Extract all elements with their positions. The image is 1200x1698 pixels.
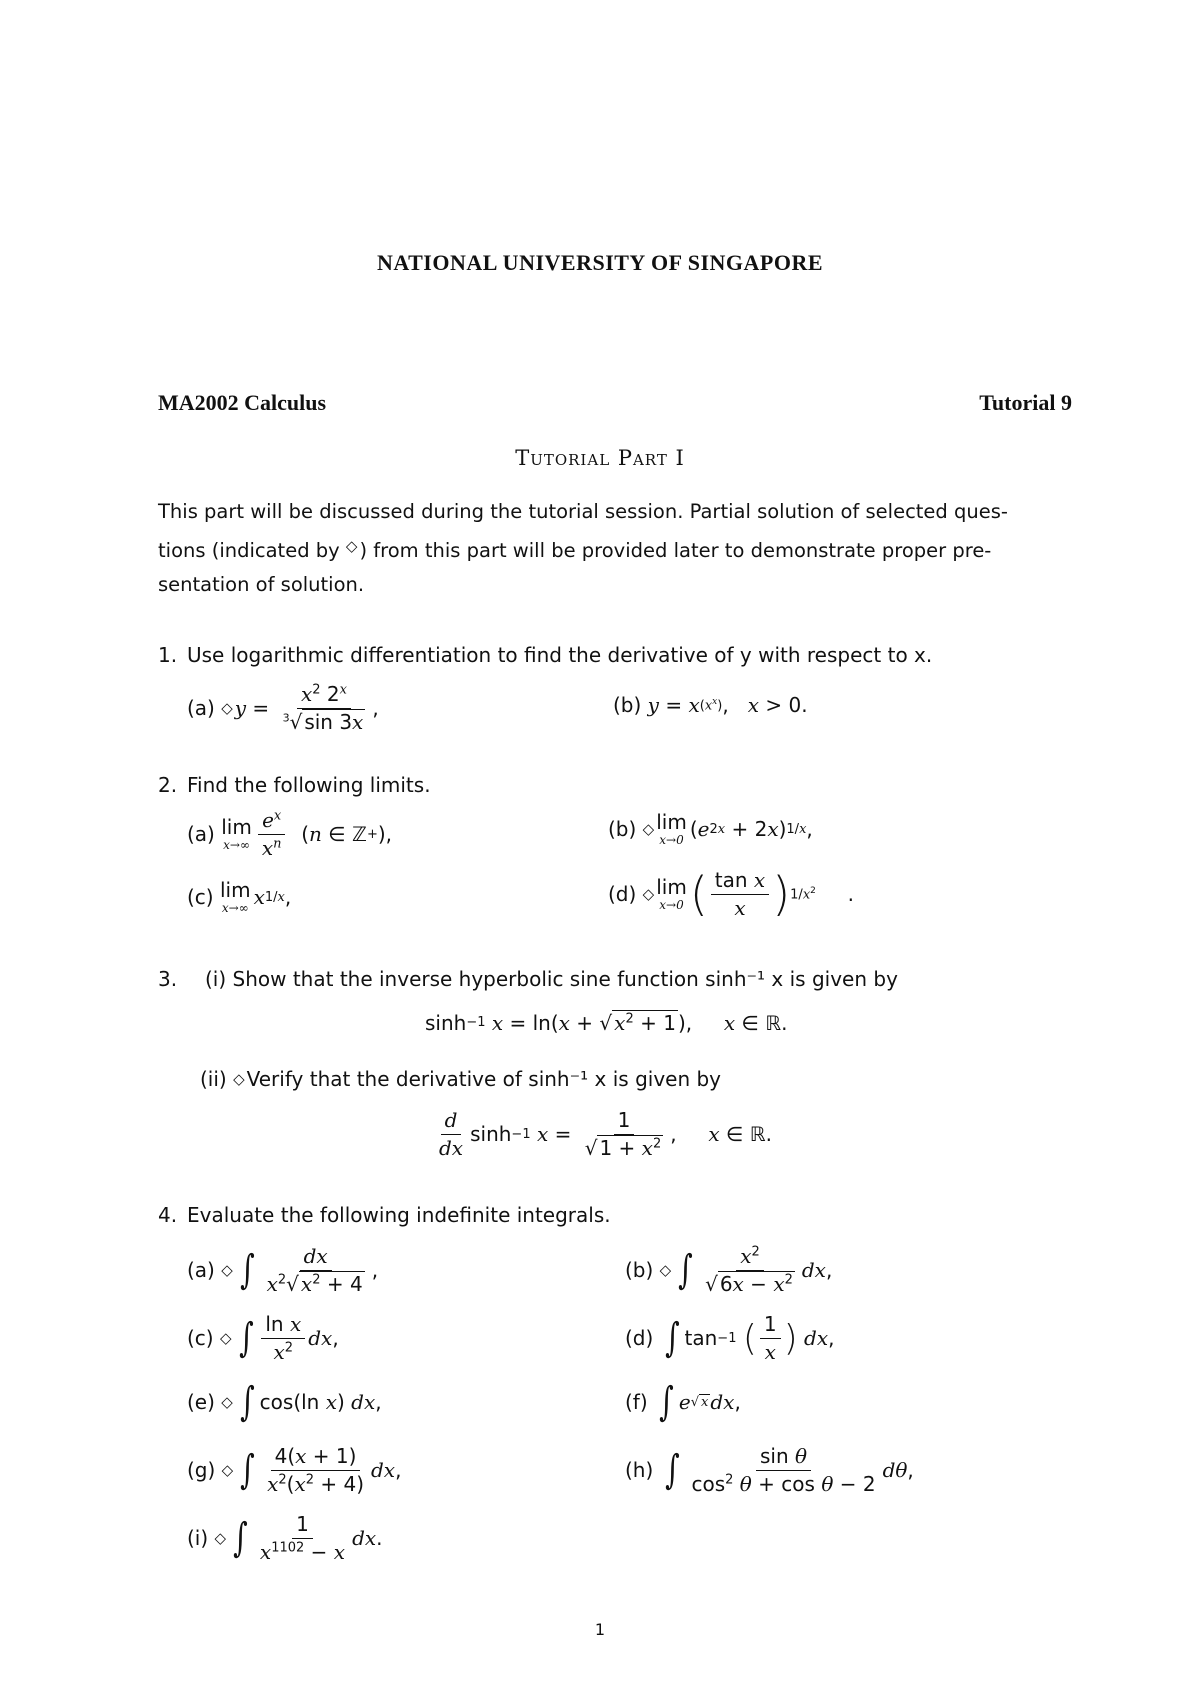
- q4a: (a) ◇ ∫ $\frac{dx}{x^2√ x^2 + 4}$ ,: [187, 1243, 379, 1296]
- diamond-icon: ◇: [221, 1261, 233, 1279]
- q4-number: 4.: [158, 1203, 178, 1227]
- intro-line-2: [158, 537, 991, 562]
- diamond-icon: ◇: [221, 1393, 233, 1411]
- diamond-icon: ◇: [233, 1070, 245, 1088]
- q4d: (d) ∫ tan −1 ( $\frac{1}{x}$ ) dx ,: [625, 1311, 835, 1364]
- q4i: (i) ◇ ∫ $\frac{1}{x^{1102} - x}$ dx .: [187, 1511, 383, 1564]
- diamond-icon: ◇: [659, 1261, 672, 1279]
- q4h: (h) ∫ $\frac{\text{sin θ}}{\cos^2 \theta + \cos \theta - 2}$ dθ ,: [625, 1443, 914, 1496]
- university-title: NATIONAL UNIVERSITY OF SINGAPORE: [376, 250, 824, 275]
- diamond-icon: ◇: [642, 885, 655, 903]
- q3-part-i: (i) Show that the inverse hyperbolic sine function sinh⁻¹ x is given by: [205, 967, 898, 991]
- course-title: MA2002 Calculus: [158, 390, 327, 415]
- page-number: 1: [594, 1620, 606, 1639]
- q4-text: Evaluate the following indefinite integrals.: [187, 1203, 611, 1227]
- diamond-icon: ◇: [221, 1461, 234, 1479]
- diamond-icon: ◇: [214, 1529, 227, 1547]
- q3-number: 3.: [158, 967, 178, 991]
- q2-number: 2.: [158, 773, 178, 797]
- diamond-icon: ◇: [219, 1329, 232, 1347]
- intro-line-1: This part will be discussed during the tutorial session. Partial solution of selected ques-: [158, 500, 1008, 523]
- q3-part-ii: (ii) ◇ Verify that the derivative of sinh⁻¹ x is given by: [200, 1067, 722, 1091]
- q2c: (c) lim x→∞ x 1/x ,: [187, 878, 292, 915]
- diamond-icon: ◇: [642, 820, 655, 838]
- q4e: (e) ◇ ∫ cos(ln x ) dx ,: [187, 1379, 382, 1425]
- intro-line-2b: ) from this part will be provided later to demonstrate proper pre-: [359, 539, 992, 562]
- intro-line-3: sentation of solution.: [158, 573, 365, 596]
- tutorial-number: Tutorial 9: [979, 390, 1072, 415]
- diamond-icon: ◇: [345, 537, 358, 555]
- intro-line-2a: tions (indicated by: [158, 539, 340, 562]
- q1a: (a) ◇ y = $\frac{x^2 2^x}{^3√ \sin 3x}$ ,: [187, 681, 379, 734]
- q4b: (b) ◇ ∫ $\frac{x^2}{√ 6x - x^2}$ dx ,: [625, 1243, 833, 1296]
- q4g: (g) ◇ ∫ $\frac{4(x + 1)}{x^2(x^2 + 4)}$ dx ,: [187, 1443, 402, 1496]
- q3-eq2: $\frac{d}{dx}$ sinh −1 x = $\frac{1}{√ 1 + x^2}$ , x ∈ ℝ.: [439, 1107, 773, 1160]
- q2d: (d) ◇ lim x→0 ( $\frac{\text{tan x}}{x}$ ) $1/x^2$ .: [608, 867, 855, 921]
- q3-part-ii-text: Verify that the derivative of sinh⁻¹ x is given by: [246, 1067, 722, 1091]
- q1-number: 1.: [158, 643, 178, 667]
- q4c: (c) ◇ ∫ $\frac{\text{ln x}}{x^2}$ dx ,: [187, 1311, 339, 1364]
- q2b: (b) ◇ lim x→0 ( e 2x + 2 x ) 1/x ,: [608, 810, 813, 847]
- q2a: (a) lim x→∞ $\frac{e^x}{x^n}$ ( n ∈ ℤ + ),: [187, 807, 393, 860]
- part-title: Tutorial Part I: [515, 446, 685, 470]
- q1b: (b) y = x $(x^x)$ , x > 0.: [613, 693, 808, 717]
- q2-text: Find the following limits.: [187, 773, 431, 797]
- diamond-icon: ◇: [221, 699, 233, 717]
- q3-eq1: sinh −1 x = ln( x + √ $x^2 + 1$ ), x ∈ ℝ.: [425, 1010, 788, 1035]
- q1-text: Use logarithmic differentiation to find the derivative of y with respect to x.: [187, 643, 933, 667]
- q4f: (f) ∫ e √ x dx ,: [625, 1379, 741, 1425]
